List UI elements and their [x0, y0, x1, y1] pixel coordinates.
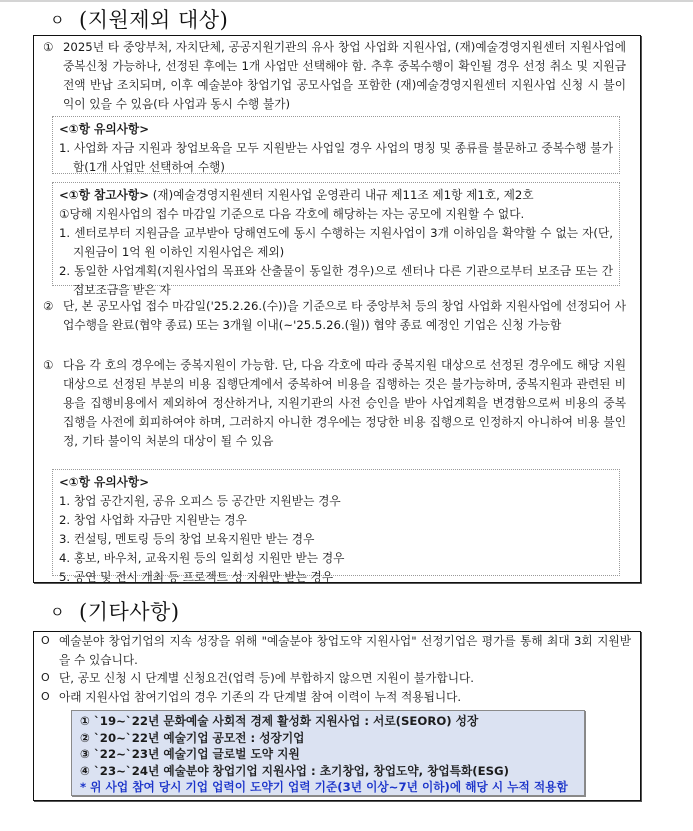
note-line: 2. 동일한 사업계획(지원사업의 목표와 산출물이 동일한 경우)으로 센터나 다른 기관으로부터 보조금 또는 간접보조금을 받은 자	[59, 264, 613, 297]
other-item-1	[41, 632, 631, 669]
caution-note-1	[52, 116, 620, 174]
item-text: 아래 지원사업 참여기업의 경우 기존의 각 단계별 참여 이력이 누적 적용됩니다.	[59, 690, 462, 704]
circle-bullet-icon: O	[41, 690, 50, 703]
other-matters-box	[33, 631, 641, 801]
exclusion-item-2	[43, 297, 626, 335]
exclusions-box	[33, 35, 641, 583]
history-row: ④ `23~`24년 예술분야 창업기업 지원사업 : 초기창업, 창업도약, 창업특화(ESG)	[80, 763, 509, 778]
note-line: 1. 창업 공간지원, 공유 오피스 등 공간만 지원받는 경우	[59, 494, 341, 508]
bullet-icon: ㅇ	[50, 603, 65, 621]
bullet-icon: ㅇ	[50, 11, 65, 29]
history-row: ② `20~`22년 예술기업 공모전 : 성장기업	[80, 730, 305, 745]
note-title: <①항 참고사항>	[59, 188, 150, 202]
participation-history-box	[71, 710, 585, 796]
item-text: 단, 공모 신청 시 단계별 신청요건(업력 등)에 부합하지 않으면 지원이 불가합니다.	[59, 671, 474, 685]
note-title: <①항 유의사항>	[59, 122, 150, 136]
history-row: ③ `22~`23년 예술기업 글로벌 도약 지원	[80, 747, 300, 762]
note-line: 1. 센터로부터 지원금을 교부받아 당해연도에 동시 수행하는 지원사업이 3개 이하임을 확약할 수 없는 자(단, 지원금이 1억 원 이하인 지원사업은 제외)	[59, 226, 613, 259]
circled-number-marker: ②	[43, 299, 54, 313]
exclusion-item-3	[43, 356, 626, 451]
section-heading-other	[50, 596, 180, 626]
note-line: 1. 사업화 자금 지원과 창업보육을 모두 지원받는 사업일 경우 사업의 명칭 및 종류를 불문하고 중복수행 불가함(1개 사업만 선택하여 수행)	[59, 141, 613, 174]
item-text: 예술분야 창업기업의 지속 성장을 위해 "예술분야 창업도약 지원사업" 선정기업은 평가를 통해 최대 3회 지원받을 수 있습니다.	[59, 634, 631, 667]
circle-bullet-icon: O	[41, 634, 50, 647]
item-text: 2025년 타 중앙부처, 자치단체, 공공지원기관의 유사 창업 사업화 지원사업, (재)예술경영지원센터 지원사업에 중복신청 가능하나, 선정된 후에는 1개 사업만 선택해야 함. 추후 중복수행이 확인될 경우 선정 취소 및 지원금 전액 반납 조치되며, 이후 예술분야 창업기업 공모사업을 포함한 (재)예술경영지원센터 지원사업 신청 시 불이익이 있을 수 있음(타 사업과 동시 수행 불가)	[63, 40, 626, 111]
circle-bullet-icon: O	[41, 671, 50, 684]
other-item-2	[41, 669, 631, 688]
other-item-3	[41, 688, 631, 707]
history-footnote: * 위 사업 참여 당시 기업 업력이 도약기 업력 기준(3년 이상~7년 이하)에 해당 시 누적 적용함	[80, 780, 568, 795]
note-intro: ①당해 지원사업의 접수 마감일 기준으로 다음 각호에 해당하는 자는 공모에 지원할 수 없다.	[59, 207, 525, 221]
note-title: <①항 유의사항>	[59, 475, 150, 489]
top-divider	[0, 0, 693, 2]
heading-text: (기타사항)	[79, 600, 180, 624]
note-line: 3. 컨설팅, 멘토링 등의 창업 보육지원만 받는 경우	[59, 532, 315, 546]
item-text: 다음 각 호의 경우에는 중복지원이 가능함. 단, 다음 각호에 따라 중복지원 대상으로 선정된 경우에도 해당 지원대상으로 선정된 부분의 비용 집행단계에서 중복하여 비용을 집행하는 것은 불가능하며, 중복지원과 관련된 비용을 집행비용에서 제외하여 정산하거나, 지원기관의 사전 승인을 받아 사업계획을 변경함으로써 비용의 중복집행을 사전에 회피하여야 하며, 그러하지 아니한 경우에는 정당한 비용 집행으로 인정하지 아니하여 비용 불인정, 기타 불이익 처분의 대상이 될 수 있음	[63, 358, 626, 448]
circled-number-marker: ①	[43, 358, 54, 372]
note-line: 2. 창업 사업화 자금만 지원받는 경우	[59, 513, 247, 527]
caution-note-2	[52, 469, 620, 584]
item-text: 단, 본 공모사업 접수 마감일('25.2.26.(수))을 기준으로 타 중앙부처 등의 창업 사업화 지원사업에 선정되어 사업수행을 완료(협약 종료) 또는 3개월 이내(~'25.5.26.(월)) 협약 종료 예정인 기업은 신청 가능함	[63, 299, 626, 332]
heading-text: (지원제외 대상)	[79, 8, 229, 32]
note-line: 4. 홍보, 바우처, 교육지원 등의 일회성 지원만 받는 경우	[59, 551, 345, 565]
section-heading-exclusions	[50, 4, 228, 34]
note-title-suffix: (재)예술경영지원센터 지원사업 운영관리 내규 제11조 제1항 제1호, 제2호	[149, 188, 534, 202]
circled-number-marker: ①	[43, 40, 54, 54]
exclusion-item-1	[43, 38, 626, 114]
note-line: 5. 공연 및 전시 개최 등 프로젝트 성 지원만 받는 경우	[59, 570, 334, 584]
history-row: ① `19~`22년 문화예술 사회적 경제 활성화 지원사업 : 서로(SEORO) 성장	[80, 714, 479, 728]
reference-note	[52, 182, 620, 297]
